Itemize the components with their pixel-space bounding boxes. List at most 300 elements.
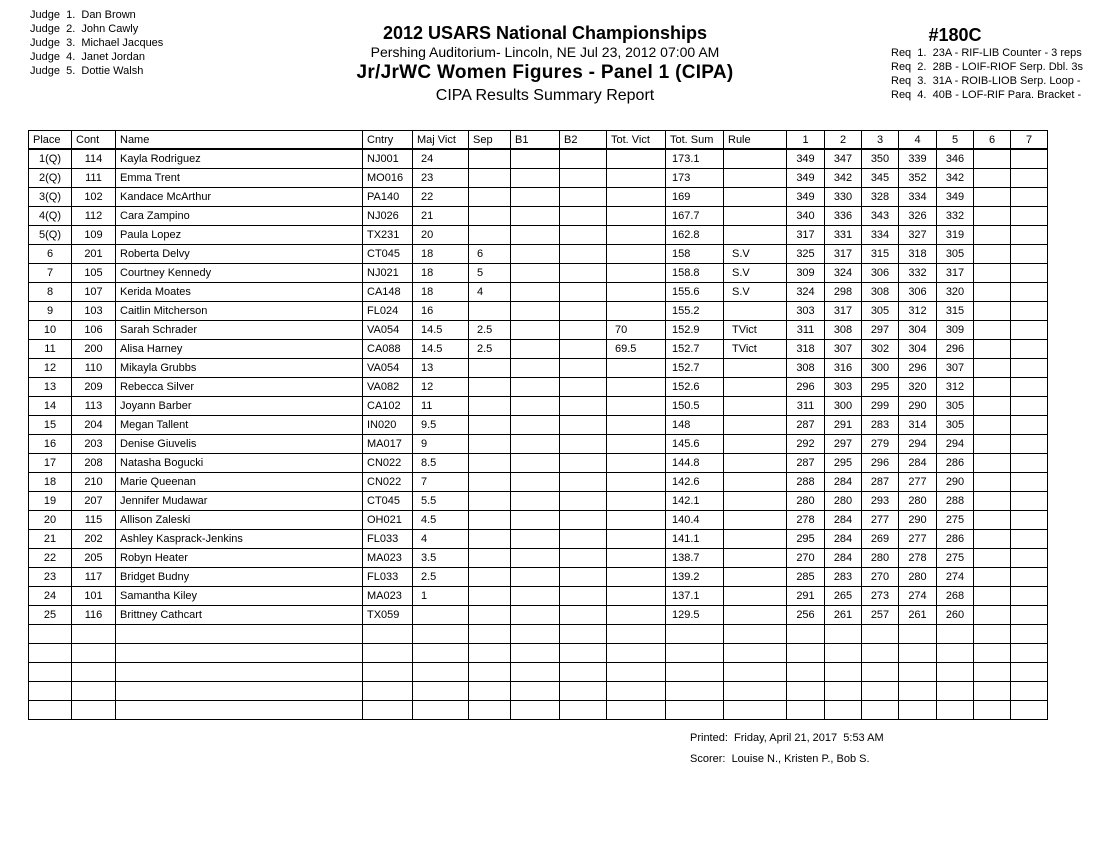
cell-rule	[724, 169, 787, 188]
cell-tot-vict	[607, 473, 666, 492]
cell-judge-3	[862, 682, 899, 701]
cell-judge-2: 317	[825, 302, 862, 321]
cell-judge-1	[787, 701, 825, 720]
cell-b2	[560, 149, 607, 169]
column-header-tot-sum: Tot. Sum	[666, 131, 724, 150]
cell-maj-vict	[413, 701, 469, 720]
table-row	[29, 264, 1048, 283]
cell-tot-vict	[607, 587, 666, 606]
results-body	[29, 149, 1048, 720]
table-row	[29, 606, 1048, 625]
cell-maj-vict	[413, 644, 469, 663]
cell-rule	[724, 492, 787, 511]
cell-sep	[469, 587, 511, 606]
cell-b1	[511, 492, 560, 511]
cell-judge-3: 296	[862, 454, 899, 473]
cell-cntry: VA054	[363, 359, 413, 378]
cell-tot-vict	[607, 264, 666, 283]
cell-judge-6	[974, 340, 1011, 359]
cell-judge-5: 332	[937, 207, 974, 226]
cell-judge-1	[787, 625, 825, 644]
cell-judge-5	[937, 625, 974, 644]
cell-judge-2: 308	[825, 321, 862, 340]
cell-sep	[469, 226, 511, 245]
cell-judge-5: 349	[937, 188, 974, 207]
cell-judge-6	[974, 149, 1011, 169]
cell-tot-vict	[607, 606, 666, 625]
cell-judge-7	[1011, 359, 1048, 378]
cell-judge-5: 309	[937, 321, 974, 340]
cell-judge-5: 260	[937, 606, 974, 625]
cell-judge-2: 284	[825, 473, 862, 492]
cell-tot-vict	[607, 568, 666, 587]
cell-cont: 110	[72, 359, 116, 378]
judge-5: Judge 5. Dottie Walsh	[30, 65, 144, 77]
cell-tot-sum: 144.8	[666, 454, 724, 473]
requirements-list	[891, 46, 1100, 102]
cell-judge-5	[937, 663, 974, 682]
cell-judge-3: 287	[862, 473, 899, 492]
cell-judge-1: 270	[787, 549, 825, 568]
cell-cont: 209	[72, 378, 116, 397]
cell-judge-6	[974, 226, 1011, 245]
requirement-3: Req 3. 31A - ROIB-LIOB Serp. Loop -	[891, 75, 1081, 87]
cell-judge-5: 288	[937, 492, 974, 511]
cell-tot-vict	[607, 169, 666, 188]
table-row	[29, 359, 1048, 378]
cell-cntry: MA023	[363, 587, 413, 606]
table-row	[29, 416, 1048, 435]
cell-cont: 208	[72, 454, 116, 473]
cell-tot-sum: 138.7	[666, 549, 724, 568]
cell-name: Jennifer Mudawar	[116, 492, 363, 511]
cell-sep	[469, 644, 511, 663]
cell-tot-sum	[666, 625, 724, 644]
cell-judge-1: 291	[787, 587, 825, 606]
cell-cntry: CA148	[363, 283, 413, 302]
cell-judge-5	[937, 682, 974, 701]
cell-rule	[724, 682, 787, 701]
cell-judge-6	[974, 644, 1011, 663]
cell-tot-sum	[666, 701, 724, 720]
cell-b2	[560, 378, 607, 397]
cell-b2	[560, 492, 607, 511]
cell-judge-1: 308	[787, 359, 825, 378]
cell-sep: 6	[469, 245, 511, 264]
cell-tot-sum: 145.6	[666, 435, 724, 454]
cell-judge-3: 306	[862, 264, 899, 283]
cell-place	[29, 682, 72, 701]
cell-judge-7	[1011, 511, 1048, 530]
cell-rule	[724, 188, 787, 207]
table-row	[29, 397, 1048, 416]
cell-judge-1: 317	[787, 226, 825, 245]
cell-sep	[469, 606, 511, 625]
cell-judge-7	[1011, 321, 1048, 340]
cell-name: Joyann Barber	[116, 397, 363, 416]
requirement-4: Req 4. 40B - LOF-RIF Para. Bracket -	[891, 89, 1082, 101]
cell-judge-2	[825, 701, 862, 720]
cell-maj-vict: 1	[413, 587, 469, 606]
cell-b2	[560, 340, 607, 359]
cell-judge-1	[787, 644, 825, 663]
cell-tot-sum: 173.1	[666, 149, 724, 169]
cell-maj-vict: 2.5	[413, 568, 469, 587]
cell-judge-6	[974, 682, 1011, 701]
cell-b1	[511, 682, 560, 701]
cell-judge-2: 316	[825, 359, 862, 378]
cell-place: 15	[29, 416, 72, 435]
cell-cont	[72, 682, 116, 701]
cell-name: Kerida Moates	[116, 283, 363, 302]
cell-maj-vict: 13	[413, 359, 469, 378]
cell-name: Rebecca Silver	[116, 378, 363, 397]
cell-judge-1: 325	[787, 245, 825, 264]
table-row	[29, 149, 1048, 169]
cell-judge-2: 331	[825, 226, 862, 245]
cell-name: Brittney Cathcart	[116, 606, 363, 625]
cell-judge-2: 303	[825, 378, 862, 397]
cell-maj-vict: 9	[413, 435, 469, 454]
column-header-judge-5: 5	[937, 131, 974, 150]
cell-judge-3: 308	[862, 283, 899, 302]
cell-maj-vict: 7	[413, 473, 469, 492]
cell-judge-7	[1011, 302, 1048, 321]
cell-rule: S.V	[724, 264, 787, 283]
cell-judge-4: 274	[899, 587, 937, 606]
cell-tot-sum	[666, 663, 724, 682]
cell-tot-vict	[607, 359, 666, 378]
cell-place: 8	[29, 283, 72, 302]
cell-judge-2: 336	[825, 207, 862, 226]
cell-judge-2: 298	[825, 283, 862, 302]
cell-cntry: MO016	[363, 169, 413, 188]
cell-tot-vict	[607, 549, 666, 568]
judge-4: Judge 4. Janet Jordan	[30, 51, 145, 63]
judge-1: Judge 1. Dan Brown	[30, 9, 136, 21]
table-row	[29, 625, 1048, 644]
cell-sep	[469, 207, 511, 226]
cell-judge-5: 305	[937, 245, 974, 264]
table-row	[29, 511, 1048, 530]
cell-judge-1: 256	[787, 606, 825, 625]
cell-cont: 204	[72, 416, 116, 435]
cell-maj-vict	[413, 682, 469, 701]
cell-judge-1: 280	[787, 492, 825, 511]
cell-judge-3: 277	[862, 511, 899, 530]
cell-name: Roberta Delvy	[116, 245, 363, 264]
cell-judge-5: 315	[937, 302, 974, 321]
cell-b1	[511, 549, 560, 568]
cell-cont: 103	[72, 302, 116, 321]
cell-b2	[560, 302, 607, 321]
cell-name	[116, 644, 363, 663]
cell-judge-3	[862, 625, 899, 644]
cell-judge-5: 286	[937, 530, 974, 549]
cell-b1	[511, 149, 560, 169]
cell-judge-4	[899, 682, 937, 701]
cell-name: Mikayla Grubbs	[116, 359, 363, 378]
cell-judge-5	[937, 701, 974, 720]
cell-judge-7	[1011, 416, 1048, 435]
column-header-maj-vict: Maj Vict	[413, 131, 469, 150]
cell-maj-vict: 5.5	[413, 492, 469, 511]
column-header-sep: Sep	[469, 131, 511, 150]
cell-b1	[511, 264, 560, 283]
column-header-judge-3: 3	[862, 131, 899, 150]
cell-cntry: VA082	[363, 378, 413, 397]
cell-judge-4: 277	[899, 473, 937, 492]
cell-cntry: TX059	[363, 606, 413, 625]
cell-b2	[560, 511, 607, 530]
cell-name	[116, 625, 363, 644]
cell-judge-7	[1011, 226, 1048, 245]
cell-judge-3: 343	[862, 207, 899, 226]
cell-cont: 205	[72, 549, 116, 568]
cell-maj-vict: 4	[413, 530, 469, 549]
cell-b2	[560, 226, 607, 245]
cell-cntry: NJ021	[363, 264, 413, 283]
table-row	[29, 435, 1048, 454]
cell-tot-vict	[607, 245, 666, 264]
cell-tot-sum	[666, 644, 724, 663]
cell-cntry	[363, 701, 413, 720]
cell-b2	[560, 435, 607, 454]
cell-b1	[511, 644, 560, 663]
cell-place: 14	[29, 397, 72, 416]
cell-place: 25	[29, 606, 72, 625]
cell-maj-vict: 9.5	[413, 416, 469, 435]
column-header-cont: Cont	[72, 131, 116, 150]
cell-judge-4: 327	[899, 226, 937, 245]
cell-judge-5: 305	[937, 416, 974, 435]
cell-tot-sum: 162.8	[666, 226, 724, 245]
report-header	[330, 22, 760, 107]
cell-cont: 107	[72, 283, 116, 302]
cell-place: 19	[29, 492, 72, 511]
cell-judge-2: 307	[825, 340, 862, 359]
column-header-judge-1: 1	[787, 131, 825, 150]
cell-maj-vict: 8.5	[413, 454, 469, 473]
cell-b1	[511, 435, 560, 454]
cell-judge-3: 269	[862, 530, 899, 549]
cell-judge-7	[1011, 473, 1048, 492]
cell-tot-sum: 158.8	[666, 264, 724, 283]
cell-b1	[511, 416, 560, 435]
event-info	[880, 24, 1100, 102]
cell-cont: 202	[72, 530, 116, 549]
cell-place: 11	[29, 340, 72, 359]
cell-b2	[560, 587, 607, 606]
cell-tot-sum: 155.6	[666, 283, 724, 302]
cell-judge-7	[1011, 644, 1048, 663]
cell-judge-3: 273	[862, 587, 899, 606]
cell-cntry	[363, 682, 413, 701]
cell-rule	[724, 606, 787, 625]
cell-judge-4: 296	[899, 359, 937, 378]
cell-tot-vict	[607, 397, 666, 416]
cell-place	[29, 625, 72, 644]
cell-maj-vict	[413, 606, 469, 625]
cell-judge-7	[1011, 625, 1048, 644]
cell-judge-7	[1011, 264, 1048, 283]
cell-judge-7	[1011, 663, 1048, 682]
cell-judge-5: 319	[937, 226, 974, 245]
cell-place: 20	[29, 511, 72, 530]
table-row	[29, 549, 1048, 568]
cell-name: Denise Giuvelis	[116, 435, 363, 454]
cell-name: Allison Zaleski	[116, 511, 363, 530]
cell-tot-vict	[607, 435, 666, 454]
cell-cntry	[363, 644, 413, 663]
cell-rule: S.V	[724, 245, 787, 264]
cell-place: 12	[29, 359, 72, 378]
cell-judge-5: 317	[937, 264, 974, 283]
cell-judge-7	[1011, 701, 1048, 720]
cell-tot-vict	[607, 511, 666, 530]
cell-cntry: CA088	[363, 340, 413, 359]
cell-judge-2: 284	[825, 511, 862, 530]
cell-tot-sum: 141.1	[666, 530, 724, 549]
cell-rule	[724, 397, 787, 416]
cell-b2	[560, 663, 607, 682]
cell-rule	[724, 549, 787, 568]
cell-place: 4(Q)	[29, 207, 72, 226]
cell-judge-7	[1011, 283, 1048, 302]
cell-b1	[511, 226, 560, 245]
cell-cntry: IN020	[363, 416, 413, 435]
cell-judge-4: 280	[899, 568, 937, 587]
cell-judge-3: 280	[862, 549, 899, 568]
cell-judge-4: 334	[899, 188, 937, 207]
cell-b2	[560, 606, 607, 625]
cell-maj-vict: 14.5	[413, 340, 469, 359]
cell-judge-6	[974, 587, 1011, 606]
cell-maj-vict: 4.5	[413, 511, 469, 530]
cell-tot-vict	[607, 283, 666, 302]
cell-judge-1	[787, 682, 825, 701]
header-row	[29, 131, 1048, 150]
cell-rule	[724, 226, 787, 245]
cell-tot-vict	[607, 492, 666, 511]
cell-place: 21	[29, 530, 72, 549]
cell-sep	[469, 682, 511, 701]
cell-tot-sum: 158	[666, 245, 724, 264]
table-row	[29, 302, 1048, 321]
cell-rule	[724, 625, 787, 644]
cell-judge-6	[974, 568, 1011, 587]
cell-place: 5(Q)	[29, 226, 72, 245]
cell-tot-vict	[607, 416, 666, 435]
cell-b2	[560, 264, 607, 283]
column-header-b1: B1	[511, 131, 560, 150]
cell-tot-vict	[607, 682, 666, 701]
cell-judge-1: 287	[787, 454, 825, 473]
cell-judge-5: 274	[937, 568, 974, 587]
cell-tot-sum: 152.7	[666, 359, 724, 378]
cell-cntry: FL024	[363, 302, 413, 321]
cell-cntry: TX231	[363, 226, 413, 245]
cell-name: Natasha Bogucki	[116, 454, 363, 473]
cell-sep	[469, 492, 511, 511]
cell-b1	[511, 188, 560, 207]
cell-tot-sum: 142.1	[666, 492, 724, 511]
cell-name	[116, 701, 363, 720]
cell-cntry: CN022	[363, 454, 413, 473]
cell-judge-2	[825, 625, 862, 644]
cell-judge-7	[1011, 530, 1048, 549]
table-row	[29, 169, 1048, 188]
cell-tot-sum: 140.4	[666, 511, 724, 530]
cell-place: 17	[29, 454, 72, 473]
cell-judge-2: 265	[825, 587, 862, 606]
cell-b2	[560, 644, 607, 663]
cell-place: 1(Q)	[29, 149, 72, 169]
cell-cntry: VA054	[363, 321, 413, 340]
cell-b2	[560, 188, 607, 207]
cell-cntry	[363, 663, 413, 682]
cell-tot-vict	[607, 625, 666, 644]
table-row	[29, 663, 1048, 682]
cell-rule	[724, 511, 787, 530]
cell-judge-4: 320	[899, 378, 937, 397]
cell-b1	[511, 606, 560, 625]
cell-judge-6	[974, 625, 1011, 644]
cell-sep	[469, 397, 511, 416]
cell-judge-5: 296	[937, 340, 974, 359]
cell-judge-6	[974, 549, 1011, 568]
cell-place: 24	[29, 587, 72, 606]
cell-cntry: FL033	[363, 530, 413, 549]
venue-date: Pershing Auditorium- Lincoln, NE Jul 23, 2012 07:00 AM	[370, 44, 720, 60]
cell-judge-3: 279	[862, 435, 899, 454]
table-row	[29, 283, 1048, 302]
cell-tot-vict	[607, 378, 666, 397]
cell-judge-3: 334	[862, 226, 899, 245]
cell-judge-6	[974, 416, 1011, 435]
cell-judge-1: 285	[787, 568, 825, 587]
cell-judge-6	[974, 302, 1011, 321]
cell-name: Emma Trent	[116, 169, 363, 188]
cell-judge-6	[974, 511, 1011, 530]
cell-judge-1	[787, 663, 825, 682]
cell-judge-4: 294	[899, 435, 937, 454]
cell-sep	[469, 188, 511, 207]
column-header-b2: B2	[560, 131, 607, 150]
column-header-rule: Rule	[724, 131, 787, 150]
cell-judge-1: 296	[787, 378, 825, 397]
cell-judge-4: 352	[899, 169, 937, 188]
cell-maj-vict	[413, 625, 469, 644]
cell-rule	[724, 568, 787, 587]
cell-sep: 5	[469, 264, 511, 283]
cell-judge-2: 283	[825, 568, 862, 587]
cell-cntry: PA140	[363, 188, 413, 207]
cell-judge-1: 278	[787, 511, 825, 530]
cell-judge-4	[899, 644, 937, 663]
cell-name: Marie Queenan	[116, 473, 363, 492]
scorer-names: Scorer: Louise N., Kristen P., Bob S.	[690, 753, 870, 765]
table-row	[29, 207, 1048, 226]
cell-judge-1: 349	[787, 188, 825, 207]
column-header-judge-4: 4	[899, 131, 937, 150]
cell-name: Caitlin Mitcherson	[116, 302, 363, 321]
cell-b1	[511, 340, 560, 359]
cell-b1	[511, 245, 560, 264]
table-row	[29, 530, 1048, 549]
cell-b2	[560, 530, 607, 549]
cell-judge-7	[1011, 169, 1048, 188]
